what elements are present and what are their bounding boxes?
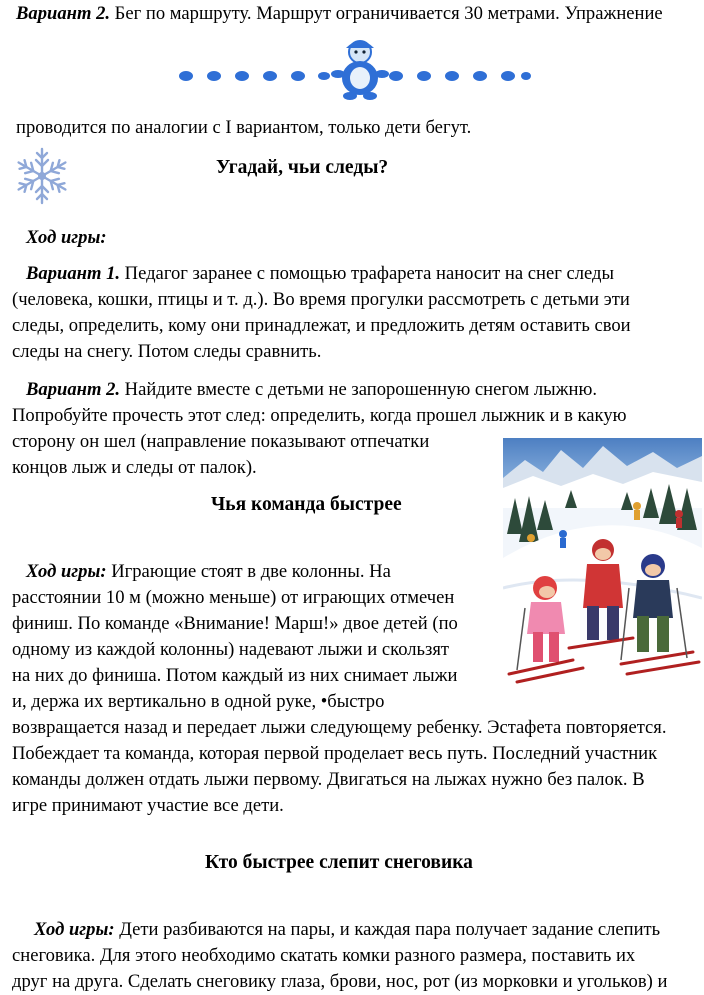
paragraph-line: одному из каждой колонны) надевают лыжи и скользят	[12, 639, 450, 660]
paragraph-line: расстоянии 10 м (можно меньше) от играющих отмечен	[12, 587, 455, 608]
paragraph-line: (человека, кошки, птицы и т. д.). Во время прогулки рассмотреть с детьми эти	[12, 289, 630, 310]
paragraph-line: проводится по аналогии с I вариантом, только дети бегут.	[16, 117, 472, 138]
paragraph-line: на них до финиша. Потом каждый из них снимает лыжи	[12, 665, 458, 686]
paragraph-line: Ход игры: Играющие стоят в две колонны. На	[26, 561, 391, 582]
section-heading: Угадай, чьи следы?	[216, 157, 389, 178]
paragraph-line: сторону он шел (направление показывают отпечатки	[12, 431, 430, 452]
paragraph-line: возвращается назад и передает лыжи следующему ребенку. Эстафета повторяется.	[12, 717, 667, 738]
paragraph-line: финиш. По команде «Внимание! Марш!» двое детей (по	[12, 613, 458, 634]
paragraph-line: Побеждает та команда, которая первой проделает весь путь. Последний участник	[12, 743, 658, 764]
paragraph-line: Попробуйте прочесть этот след: определить, когда прошел лыжник и в какую	[12, 405, 627, 426]
paragraph-line: концов лыж и следы от палок).	[12, 457, 257, 478]
paragraph-line: Вариант 1. Педагог заранее с помощью трафарета наносит на снег следы	[26, 263, 614, 284]
skiing-children-illustration	[503, 438, 702, 690]
paragraph-line: игре принимают участие все дети.	[12, 795, 284, 816]
snowman-divider-icon	[174, 36, 534, 102]
paragraph-line: Вариант 2. Бег по маршруту. Маршрут ограничивается 30 метрами. Упражнение	[16, 3, 663, 24]
paragraph-line: и, держа их вертикально в одной руке, •быстро	[12, 691, 385, 712]
paragraph-line: снеговика. Для этого необходимо скатать комки разного размера, поставить их	[12, 945, 636, 966]
snowflake-icon	[12, 146, 72, 206]
game-progress-label: Ход игры:	[26, 227, 107, 248]
paragraph-line: следы, определить, кому они принадлежат, и предложить детям оставить свои	[12, 315, 631, 336]
section-heading: Чья команда быстрее	[211, 494, 402, 515]
section-heading: Кто быстрее слепит снеговика	[205, 852, 473, 873]
paragraph-line: команды должен отдать лыжи первому. Двигаться на лыжах нужно без палок. В	[12, 769, 645, 790]
paragraph-line: Вариант 2. Найдите вместе с детьми не запорошенную снегом лыжню.	[26, 379, 597, 400]
paragraph-line: друг на друга. Сделать снеговику глаза, брови, нос, рот (из морковки и угольков) и	[12, 971, 668, 992]
paragraph-line: следы на снегу. Потом следы сравнить.	[12, 341, 322, 362]
paragraph-line: Ход игры: Дети разбиваются на пары, и каждая пара получает задание слепить	[34, 919, 661, 940]
